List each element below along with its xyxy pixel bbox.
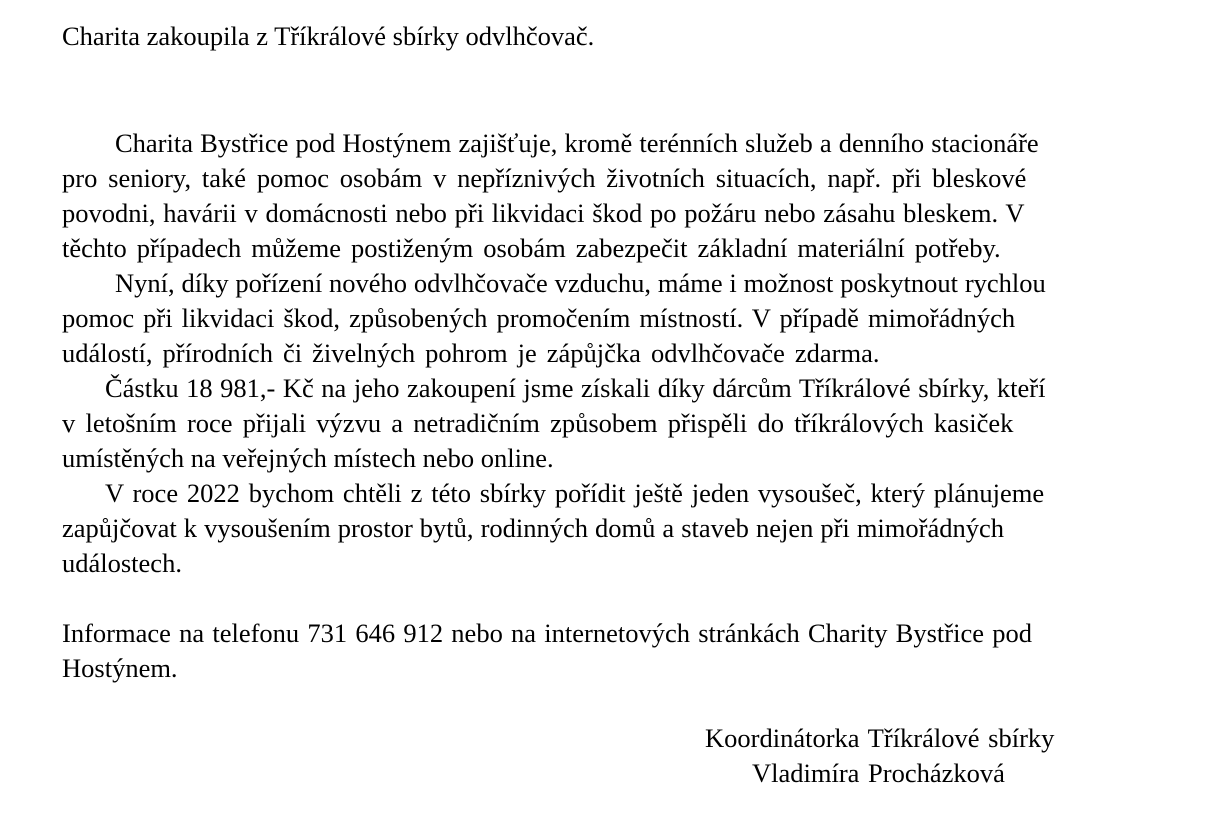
body-line: těchto případech můžeme postiženým osobám zabezpečit základní materiální potřeby. xyxy=(62,233,1001,263)
body-line: umístěných na veřejných místech nebo online. xyxy=(62,443,554,473)
body-line: událostech. xyxy=(62,548,182,578)
body-line: povodni, havárii v domácnosti nebo při likvidaci škod po požáru nebo zásahu bleskem. V xyxy=(62,198,1025,228)
body-line: v letošním roce přijali výzvu a netradičním způsobem přispěli do tříkrálových kasiček xyxy=(62,408,1014,438)
signature-role: Koordinátorka Tříkrálové sbírky xyxy=(705,723,1055,753)
contact-info-line: Hostýnem. xyxy=(62,653,178,683)
signature-name: Vladimíra Procházková xyxy=(752,758,1005,788)
body-line: Částku 18 981,- Kč na jeho zakoupení jsme získali díky dárcům Tříkrálové sbírky, kteří xyxy=(105,373,1046,403)
body-line: Nyní, díky pořízení nového odvlhčovače vzduchu, máme i možnost poskytnout rychlou xyxy=(115,268,1046,298)
body-line: událostí, přírodních či živelných pohrom je zápůjčka odvlhčovače zdarma. xyxy=(62,338,880,368)
body-line: pro seniory, také pomoc osobám v nepříznivých životních situacích, např. při bleskové xyxy=(62,163,1027,193)
body-line: zapůjčovat k vysoušením prostor bytů, rodinných domů a staveb nejen při mimořádných xyxy=(62,513,1005,543)
contact-info-line: Informace na telefonu 731 646 912 nebo na internetových stránkách Charity Bystřice pod xyxy=(62,618,1032,648)
body-line: Charita Bystřice pod Hostýnem zajišťuje, kromě terénních služeb a denního stacionáře xyxy=(115,128,1039,158)
body-line: V roce 2022 bychom chtěli z této sbírky pořídit ještě jeden vysoušeč, který plánujeme xyxy=(105,478,1045,508)
document-title: Charita zakoupila z Tříkrálové sbírky odvlhčovač. xyxy=(62,21,595,51)
body-line: pomoc při likvidaci škod, způsobených promočením místností. V případě mimořádných xyxy=(62,303,1016,333)
